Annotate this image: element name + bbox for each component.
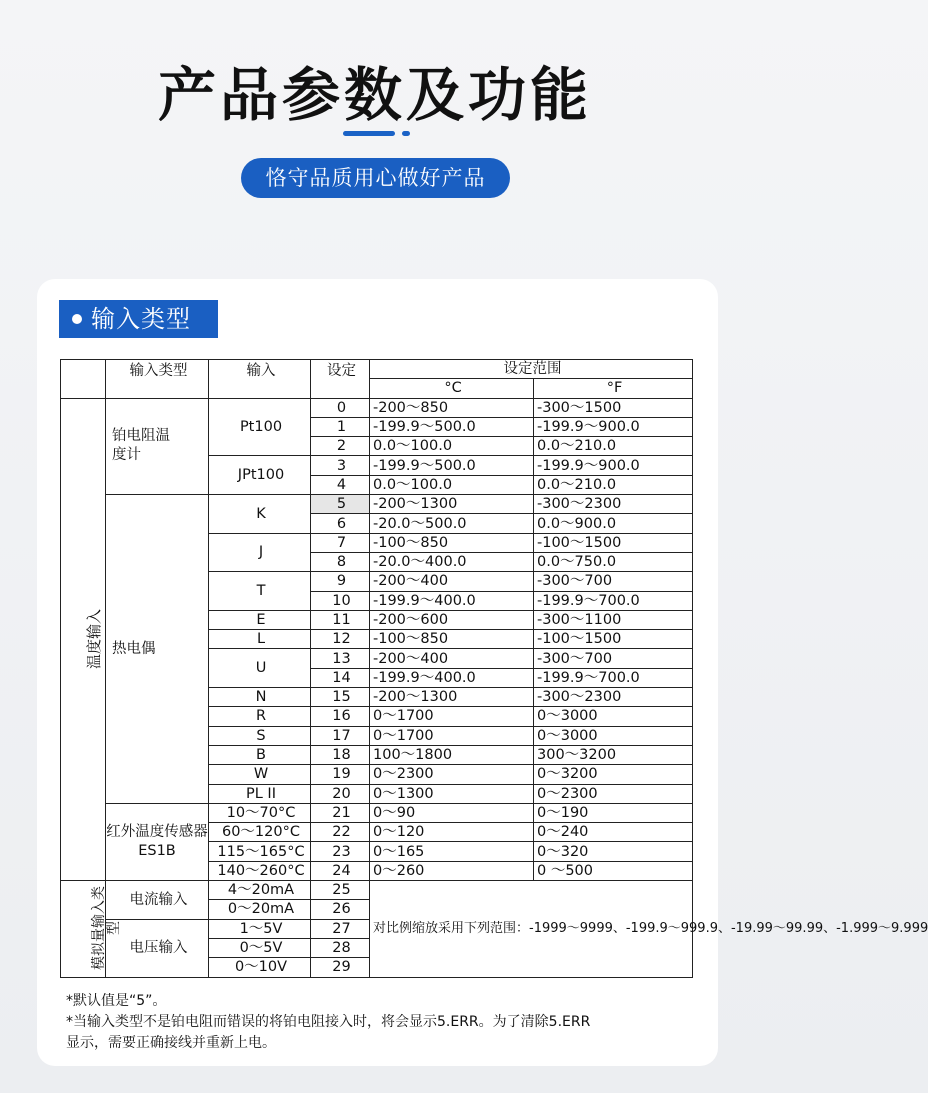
setting-cell: 16 [311,707,370,726]
header-celsius: °C [370,379,534,398]
setting-cell: 28 [311,938,370,957]
celsius-cell: -200～1300 [370,495,534,514]
fahrenheit-cell: 0～320 [534,842,693,861]
setting-cell: 24 [311,861,370,880]
setting-cell: 15 [311,688,370,707]
celsius-cell: 0～1700 [370,707,534,726]
fahrenheit-cell: -300～700 [534,649,693,668]
input-cell: JPt100 [209,456,311,495]
header-fahrenheit: °F [534,379,693,398]
input-cell: T [209,572,311,611]
setting-cell: 29 [311,958,370,977]
fahrenheit-cell: -300～700 [534,572,693,591]
celsius-cell: 0～1700 [370,726,534,745]
setting-cell: 25 [311,881,370,900]
table-row [61,803,693,822]
input-cell: E [209,610,311,629]
setting-cell: 10 [311,591,370,610]
celsius-cell: -199.9～500.0 [370,456,534,475]
setting-cell: 18 [311,745,370,764]
input-cell: 115～165°C [209,842,311,861]
header-setting: 设定 [311,360,370,399]
celsius-cell: 0.0～100.0 [370,437,534,456]
input-cell: 140～260°C [209,861,311,880]
fahrenheit-cell: 0～3000 [534,726,693,745]
celsius-cell: -200～850 [370,398,534,417]
celsius-cell: -199.9～400.0 [370,668,534,687]
footnote-error-cont: 显示，需要正确接线并重新上电。 [66,1035,276,1051]
corner-cell [61,360,106,399]
fahrenheit-cell: -300～1500 [534,398,693,417]
input-cell: 0～20mA [209,900,311,919]
setting-cell: 8 [311,552,370,571]
fahrenheit-cell: 0.0～750.0 [534,552,693,571]
header-range: 设定范围 [370,360,693,379]
bullet-icon [72,314,82,324]
input-cell: W [209,765,311,784]
input-cell: 10～70°C [209,803,311,822]
setting-cell: 7 [311,533,370,552]
header-input: 输入 [209,360,311,399]
celsius-cell: -200～600 [370,610,534,629]
fahrenheit-cell: -199.9～700.0 [534,668,693,687]
fahrenheit-cell: 300～3200 [534,745,693,764]
input-cell: Pt100 [209,398,311,456]
input-cell: N [209,688,311,707]
type-rtd: 铂电阻温度计 [106,398,209,494]
setting-cell: 19 [311,765,370,784]
fahrenheit-cell: -100～1500 [534,533,693,552]
setting-cell: 17 [311,726,370,745]
fahrenheit-cell: -199.9～700.0 [534,591,693,610]
fahrenheit-cell: 0～240 [534,823,693,842]
spec-card [37,279,928,1066]
setting-cell: 6 [311,514,370,533]
input-cell: J [209,533,311,572]
celsius-cell: 0～90 [370,803,534,822]
type-current: 电流输入 [106,881,209,920]
setting-cell: 22 [311,823,370,842]
input-cell: K [209,495,311,534]
celsius-cell: -200～400 [370,649,534,668]
setting-cell-default: 5 [311,495,370,514]
fahrenheit-cell: -199.9～900.0 [534,417,693,436]
section-title: 输入类型 [91,305,191,333]
celsius-cell: 0～1300 [370,784,534,803]
celsius-cell: -199.9～500.0 [370,417,534,436]
input-cell: B [209,745,311,764]
page-title: 产品参数及功能 [157,61,592,129]
type-thermocouple: 热电偶 [106,495,209,804]
celsius-cell: -200～400 [370,572,534,591]
footnotes [66,991,706,1054]
fahrenheit-cell: 0～3000 [534,707,693,726]
input-cell: R [209,707,311,726]
fahrenheit-cell: -300～2300 [534,495,693,514]
celsius-cell: 0～260 [370,861,534,880]
fahrenheit-cell: -100～1500 [534,630,693,649]
input-cell: U [209,649,311,688]
setting-cell: 0 [311,398,370,417]
fahrenheit-cell: 0.0～210.0 [534,475,693,494]
setting-cell: 3 [311,456,370,475]
fahrenheit-cell: 0 ～500 [534,861,693,880]
celsius-cell: 0～120 [370,823,534,842]
celsius-cell: 100～1800 [370,745,534,764]
footnote-error: *当输入类型不是铂电阻而错误的将铂电阻接入时，将会显示5.ERR。为了清除5.ERR [66,1014,591,1030]
setting-cell: 12 [311,630,370,649]
setting-cell: 26 [311,900,370,919]
celsius-cell: -100～850 [370,630,534,649]
type-infrared: 红外温度传感器ES1B [106,803,209,880]
celsius-cell: 0～165 [370,842,534,861]
input-cell: 0～5V [209,938,311,957]
celsius-cell: -20.0～500.0 [370,514,534,533]
celsius-cell: -200～1300 [370,688,534,707]
header-input-type: 输入类型 [106,360,209,399]
input-cell: PL II [209,784,311,803]
setting-cell: 2 [311,437,370,456]
input-type-table [60,359,928,978]
setting-cell: 4 [311,475,370,494]
input-cell: 4～20mA [209,881,311,900]
celsius-cell: 0.0～100.0 [370,475,534,494]
celsius-cell: 0～2300 [370,765,534,784]
celsius-cell: -199.9～400.0 [370,591,534,610]
input-cell: L [209,630,311,649]
group-analog: 模拟量输入类型 [61,881,106,977]
fahrenheit-cell: 0～190 [534,803,693,822]
setting-cell: 13 [311,649,370,668]
setting-cell: 1 [311,417,370,436]
celsius-cell: -20.0～400.0 [370,552,534,571]
celsius-cell: -100～850 [370,533,534,552]
input-cell: 0～10V [209,958,311,977]
group-temperature: 温度输入 [61,398,106,880]
setting-cell: 21 [311,803,370,822]
table-row [61,495,693,514]
slogan-badge: 恪守品质用心做好产品 [241,158,510,198]
table-row [61,398,693,417]
fahrenheit-cell: 0～3200 [534,765,693,784]
fahrenheit-cell: -300～1100 [534,610,693,629]
footnote-default: *默认值是“5”。 [66,993,167,1009]
fahrenheit-cell: 0.0～210.0 [534,437,693,456]
fahrenheit-cell: -199.9～900.0 [534,456,693,475]
analog-range-note: 对比例缩放采用下列范围：-1999～9999、-199.9～999.9、-19.99～99.99、-1.999～9.999 [370,881,693,977]
type-voltage: 电压输入 [106,919,209,977]
input-cell: 1～5V [209,919,311,938]
fahrenheit-cell: 0～2300 [534,784,693,803]
setting-cell: 14 [311,668,370,687]
table-header-row [61,360,693,379]
setting-cell: 23 [311,842,370,861]
setting-cell: 20 [311,784,370,803]
section-heading [59,300,218,338]
table-row [61,881,693,900]
fahrenheit-cell: -300～2300 [534,688,693,707]
setting-cell: 11 [311,610,370,629]
setting-cell: 9 [311,572,370,591]
fahrenheit-cell: 0.0～900.0 [534,514,693,533]
input-cell: 60～120°C [209,823,311,842]
setting-cell: 27 [311,919,370,938]
input-cell: S [209,726,311,745]
